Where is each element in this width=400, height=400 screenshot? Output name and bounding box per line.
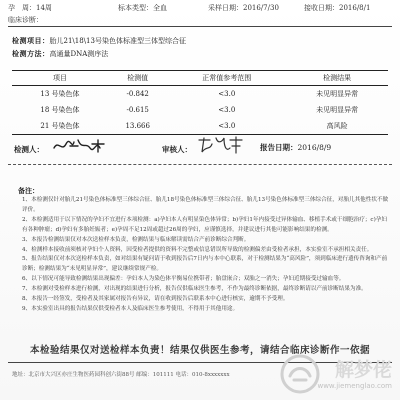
notes-list [22, 196, 390, 315]
notes-title: 备注： [18, 186, 39, 195]
table-header-row [12, 71, 388, 86]
note-item: 6、以下情况可能导致检测结果出现偏差：孕妇本人为染色体平衡易位携带者；胎盘嵌合；双胎之一消失；孕妇近期接受过输血等。 [22, 276, 345, 283]
row-result: 未见明显异常 [316, 106, 359, 114]
meta-label: 接收日期 [304, 4, 332, 12]
note-item: 5、报告结果仅对本次送检样本负责，如对结果有疑问请于收到报告后7日内与本中心联系，对于检测结果为“高风险”，须到临床进行遗传咨询和产前诊断；检测结果为“未见明显异常”，建议继续常规产检。 [22, 256, 388, 273]
note-item: 2、本检测适用于以下情况的孕妇不宜进行本项检测：a)孕妇本人有明显染色体异常；b)孕妇1年内接受过异体输血、移植手术或干细胞治疗；c)孕妇有各种肿瘤；d)孕妇有多胎妊娠者；e)孕周不足12周或超过26周的孕妇，应谨慎选择，并建议进行其他可能影响结果的检测。 [22, 216, 387, 233]
row-name: 18 号染色体 [40, 106, 80, 114]
column-header-result: 检测结果 [286, 71, 388, 86]
meta-sampling-date: 采样日期：2016/7/30 [208, 4, 279, 12]
meta-label: 采样日期 [208, 4, 236, 12]
row-range: <3.0 [218, 106, 236, 114]
watermark-logo-icon [278, 352, 322, 396]
meta-value: 14周 [36, 4, 52, 12]
row-value: -0.615 [126, 106, 149, 114]
column-header-value: 检测值 [108, 71, 167, 86]
table-row [12, 102, 388, 118]
tester-signature [52, 136, 108, 156]
meta-sample-type: 标本类型：全血 [118, 4, 167, 12]
row-name: 13 号染色体 [40, 90, 80, 98]
note-item: 8、本报告一经签发，受检者及其家属对报告有异议，请在收到报告后联系本中心进行核实，逾期不予受理。 [22, 296, 289, 303]
meta-value: 2016/7/30 [243, 4, 279, 12]
tester-label: 检测人： [14, 145, 44, 154]
footer-disclaimer: 本检验结果仅对送检样本负责！结果仅供医生参考，请结合临床诊断作一依据 [29, 345, 370, 356]
note-item: 7、本检测对受检样本进行检测，对出现的结果进行分析，报告仅供临床医生参考，不作为最终诊断依据，最终诊断请以产前诊断结果为准。 [22, 286, 367, 293]
header-divider [8, 26, 392, 27]
note-item: 4、检测样本接收前须核对孕妇个人资料，因受检者提供的资料不完整或信息错误所导致的检测偏差由受检者承担，本实验室不承担相关责任。 [22, 246, 373, 253]
meta-label: 孕 周 [8, 4, 29, 12]
row-result: 高风险 [286, 118, 388, 135]
detection-method-label: 检测方法： [12, 49, 50, 58]
row-range: <3.0 [167, 118, 286, 135]
detection-method [12, 49, 108, 59]
row-result: 未见明显异常 [316, 90, 359, 98]
signature-divider [8, 164, 392, 165]
meta-value: 2016/8/1 [339, 4, 371, 12]
detection-project-label: 检测项目： [12, 36, 50, 45]
footer-address: 地址：北京市大兴区亦庄生物医药园科创六街88号 邮编：101111 电话：010-8xxxxxxx [12, 372, 230, 378]
meta-value: 全血 [153, 4, 167, 12]
results-table [12, 70, 388, 135]
meta-label: 标本类型 [118, 4, 146, 12]
column-header-range: 正常值参考范围 [167, 71, 286, 86]
table-row [12, 86, 388, 103]
meta-gestational-week: 孕 周：14周 [8, 4, 52, 12]
report-date-value: 2016/8/9 [297, 143, 332, 152]
detection-method-value: 高通量DNA测序法 [49, 50, 109, 58]
meta-label: 临床诊断 [8, 16, 36, 24]
detection-project [12, 36, 186, 46]
row-range: <3.0 [218, 90, 236, 98]
meta-clinical-diagnosis: 临床诊断： [8, 16, 43, 24]
row-value: -0.842 [126, 90, 149, 98]
reviewer-label: 审核人： [162, 145, 192, 154]
row-name: 21 号染色体 [12, 118, 108, 135]
reviewer-signature [196, 134, 246, 156]
watermark-text: 解梦佬 [334, 359, 392, 381]
report-date [260, 142, 331, 153]
detection-project-value: 胎儿21\18\13号染色体标准型三体型综合征 [49, 37, 186, 45]
report-date-label: 报告日期： [260, 143, 298, 152]
table-row [12, 118, 388, 135]
row-value: 13.666 [108, 118, 167, 135]
note-item: 3、本报告检测结果仅对本次送检样本负责，检测结果与临床解读需结合产前诊断综合判断。 [22, 236, 250, 243]
watermark-url: www.jiemenglao.com [317, 382, 392, 390]
column-header-item: 项目 [12, 71, 108, 86]
meta-receive-date: 接收日期：2016/8/1 [304, 4, 371, 12]
note-item: 1、本检测仅针对胎儿21号染色体标准型三体综合征、胎儿18号染色体标准型三体综合征、胎儿13号染色体标准型三体综合征，对胎儿其他性状不做评价。 [22, 197, 389, 213]
note-item: 9、本实验室出具的报告结果仅供受检者本人及临床医生参考使用，不得用于其他用途。 [22, 305, 239, 312]
